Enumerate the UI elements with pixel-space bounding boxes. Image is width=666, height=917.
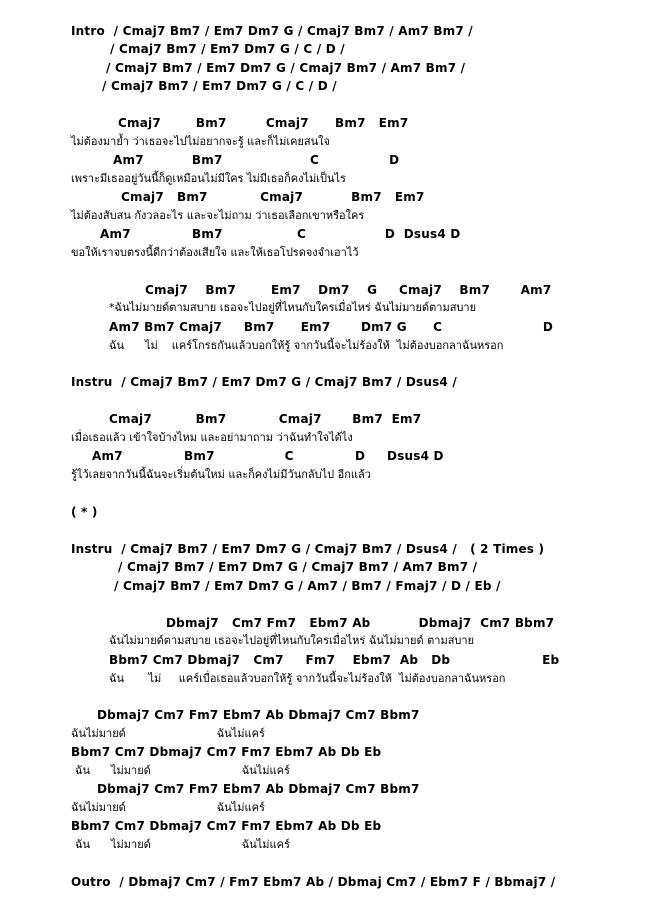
chorus2-lyric-1: ฉันไม่มายด์ตามสบาย เธอจะไปอยู่ที่ไหนกับใครเมื่อไหร่ ฉันไม่มายด์ ตามสบาย: [109, 634, 475, 647]
verse1-lyric-4: ขอให้เราจบตรงนี้ดีกว่าต้องเสียใจ และให้เธอโปรดจงจำเอาไว้: [71, 246, 359, 259]
bridge-lyric-3: ฉันไม่มายด์ ฉันไม่แคร์: [71, 801, 265, 814]
chorus1-lyric-1: *ฉันไม่มายด์ตามสบาย เธอจะไปอยู่ที่ไหนกับใครเมื่อไหร่ ฉันไม่มายด์ตามสบาย: [109, 301, 477, 314]
bridge-chords-2: Bbm7 Cm7 Dbmaj7 Cm7 Fm7 Ebm7 Ab Db Eb: [71, 745, 382, 759]
chorus1-lyric-2: ฉัน ไม่ แคร์โกรธกันแล้วบอกให้รู้ จากวันนี้จะไม่ร้องให้ ไม่ต้องบอกลาฉันหรอก: [109, 339, 504, 352]
verse1-chords-3: Cmaj7 Bm7 Cmaj7 Bm7 Em7: [121, 190, 425, 204]
chorus2-chords-1: Dbmaj7 Cm7 Fm7 Ebm7 Ab Dbmaj7 Cm7 Bbm7: [166, 616, 555, 630]
verse1-chords-2: Am7 Bm7 C D: [113, 153, 400, 167]
intro-line-3: / Cmaj7 Bm7 / Em7 Dm7 G / Cmaj7 Bm7 / Am7 Bm7 /: [106, 61, 466, 75]
bridge-lyric-2: ฉัน ไม่มายด์ ฉันไม่แคร์: [75, 764, 290, 777]
chorus2-lyric-2: ฉัน ไม่ แคร์เบื่อเธอแล้วบอกให้รู้ จากวันนี้จะไม่ร้องให้ ไม่ต้องบอกลาฉันหรอก: [109, 672, 506, 685]
verse1-chords-1: Cmaj7 Bm7 Cmaj7 Bm7 Em7: [118, 116, 409, 130]
bridge-chords-1: Dbmaj7 Cm7 Fm7 Ebm7 Ab Dbmaj7 Cm7 Bbm7: [97, 708, 420, 722]
instru2-line-1: Instru / Cmaj7 Bm7 / Em7 Dm7 G / Cmaj7 Bm7 / Dsus4 / ( 2 Times ): [71, 542, 545, 556]
outro-line: Outro / Dbmaj7 Cm7 / Fm7 Ebm7 Ab / Dbmaj Cm7 / Ebm7 F / Bbmaj7 /: [71, 875, 556, 889]
bridge-chords-3: Dbmaj7 Cm7 Fm7 Ebm7 Ab Dbmaj7 Cm7 Bbm7: [97, 782, 420, 796]
chorus2-chords-2: Bbm7 Cm7 Dbmaj7 Cm7 Fm7 Ebm7 Ab Db Eb: [109, 653, 560, 667]
verse2-lyric-1: เมื่อเธอแล้ว เข้าใจบ้างไหม และอย่ามาถาม ว่าฉันทำใจได้ไง: [71, 431, 353, 444]
instru2-line-2: / Cmaj7 Bm7 / Em7 Dm7 G / Cmaj7 Bm7 / Am7 Bm7 /: [118, 560, 478, 574]
bridge-lyric-4: ฉัน ไม่มายด์ ฉันไม่แคร์: [75, 838, 290, 851]
verse1-chords-4: Am7 Bm7 C D Dsus4 D: [100, 227, 461, 241]
verse1-lyric-1: ไม่ต้องมาย้ำ ว่าเธอจะไปไม่อยากจะรู้ และก็ไม่เคยสนใจ: [71, 135, 330, 148]
instru2-line-3: / Cmaj7 Bm7 / Em7 Dm7 G / Am7 / Bm7 / Fmaj7 / D / Eb /: [114, 579, 501, 593]
instru1-line: Instru / Cmaj7 Bm7 / Em7 Dm7 G / Cmaj7 Bm7 / Dsus4 /: [71, 375, 457, 389]
repeat-marker: ( * ): [71, 505, 98, 519]
verse1-lyric-3: ไม่ต้องสับสน กังวลอะไร และจะไม่ถาม ว่าเธอเลือกเขาหรือใคร: [71, 209, 365, 222]
bridge-lyric-1: ฉันไม่มายด์ ฉันไม่แคร์: [71, 727, 265, 740]
intro-line-4: / Cmaj7 Bm7 / Em7 Dm7 G / C / D /: [102, 79, 337, 93]
bridge-chords-4: Bbm7 Cm7 Dbmaj7 Cm7 Fm7 Ebm7 Ab Db Eb: [71, 819, 382, 833]
chorus1-chords-2: Am7 Bm7 Cmaj7 Bm7 Em7 Dm7 G C D: [109, 320, 553, 334]
verse2-chords-1: Cmaj7 Bm7 Cmaj7 Bm7 Em7: [109, 412, 422, 426]
intro-line-2: / Cmaj7 Bm7 / Em7 Dm7 G / C / D /: [110, 42, 345, 56]
verse1-lyric-2: เพราะมีเธออยู่วันนี้ก็ดูเหมือนไม่มีใคร ไม่มีเธอก็คงไม่เป็นไร: [71, 172, 346, 185]
verse2-lyric-2: รู้ไว้เลยจากวันนี้ฉันจะเริ่มต้นใหม่ และก็คงไม่มีวันกลับไป อีกแล้ว: [71, 468, 371, 481]
verse2-chords-2: Am7 Bm7 C D Dsus4 D: [92, 449, 444, 463]
intro-line-1: Intro / Cmaj7 Bm7 / Em7 Dm7 G / Cmaj7 Bm7 / Am7 Bm7 /: [71, 24, 473, 38]
chorus1-chords-1: Cmaj7 Bm7 Em7 Dm7 G Cmaj7 Bm7 Am7: [145, 283, 552, 297]
